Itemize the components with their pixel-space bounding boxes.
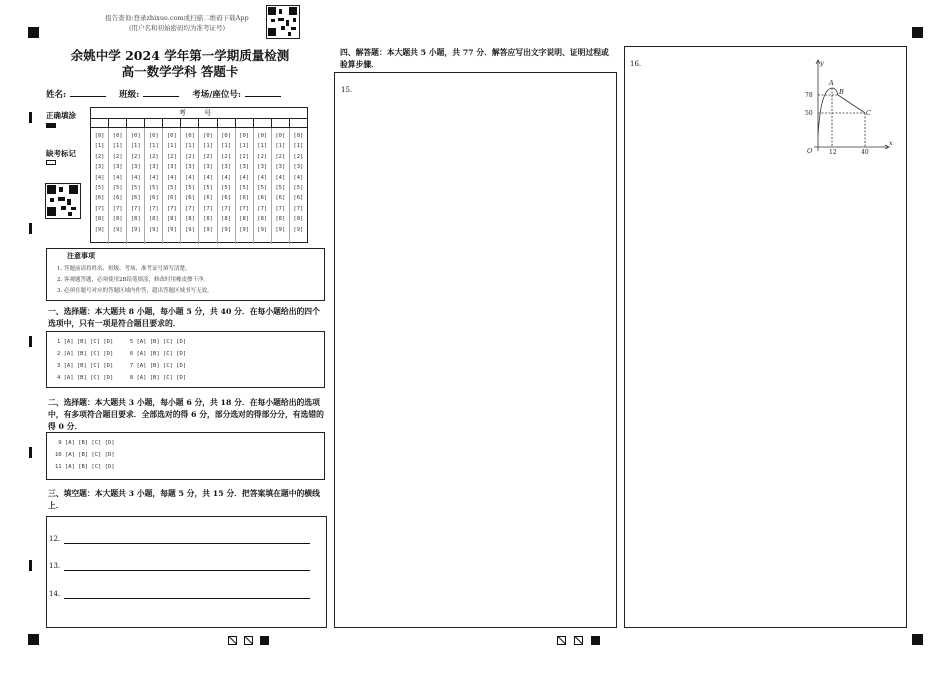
fill-blank-number: 12.	[49, 535, 61, 543]
exam-id-digit-bubble[interactable]: [2]	[184, 153, 195, 160]
exam-id-write-cell[interactable]	[181, 119, 199, 127]
exam-id-digit-bubble[interactable]: [0]	[166, 133, 177, 139]
exam-id-digit-bubble[interactable]: [5]	[203, 185, 213, 192]
multi-choice-row[interactable]: 9 [A] [B] [C] [D]	[55, 440, 115, 446]
exam-id-digit-bubble[interactable]: [8]	[275, 216, 286, 223]
exam-id-digit-bubble[interactable]: [9]	[275, 226, 286, 233]
exam-id-digit-bubble[interactable]: [0]	[184, 133, 195, 139]
exam-id-digit-bubble[interactable]: [3]	[257, 164, 268, 171]
exam-id-digit-bubble[interactable]: [4]	[203, 174, 213, 181]
exam-id-digit-bubble[interactable]: [2]	[293, 153, 304, 160]
exam-id-digit-bubble[interactable]: [4]	[221, 174, 232, 181]
exam-id-digit-bubble[interactable]: [1]	[275, 143, 286, 150]
exam-id-digit-bubble[interactable]: [2]	[203, 153, 213, 160]
exam-id-digit-bubble[interactable]: [4]	[130, 174, 141, 181]
exam-id-digit-bubble[interactable]: [8]	[184, 216, 195, 223]
exam-id-header: 考 号	[91, 108, 307, 119]
page-marker-filled	[260, 636, 269, 645]
q16-label: 16.	[630, 60, 642, 68]
exam-id-digit-bubble[interactable]: [5]	[239, 185, 250, 192]
exam-id-digit-bubble[interactable]: [1]	[184, 143, 195, 150]
exam-id-digit-bubble[interactable]: [8]	[148, 216, 159, 223]
exam-id-digit-bubble[interactable]: [9]	[293, 226, 304, 233]
exam-id-digit-bubble[interactable]: [5]	[293, 185, 304, 192]
exam-id-digit-bubble[interactable]: [2]	[166, 153, 177, 160]
report-query-line1: 报告查询:登录zhixue.com或扫描二维码下载App	[105, 14, 249, 22]
exam-id-digit-bubble[interactable]: [0]	[221, 133, 232, 139]
exam-id-write-cell[interactable]	[127, 119, 145, 127]
exam-id-digit-bubble[interactable]: [4]	[148, 174, 159, 181]
exam-id-digit-bubble[interactable]: [8]	[239, 216, 250, 223]
exam-id-digit-bubble[interactable]: [6]	[166, 195, 177, 202]
exam-id-column	[109, 128, 127, 244]
mc-row[interactable]: 2 [A] [B] [C] [D] 6 [A] [B] [C] [D]	[57, 351, 187, 357]
x-tick-12: 12	[829, 149, 837, 156]
page-marker-slash	[228, 636, 237, 645]
exam-id-grid	[90, 107, 308, 243]
exam-id-write-cell[interactable]	[218, 119, 236, 127]
timing-mark	[29, 223, 32, 234]
exam-id-column	[127, 128, 145, 244]
exam-id-digit-bubble[interactable]: [8]	[94, 216, 105, 223]
exam-id-digit-bubble[interactable]: [7]	[184, 205, 195, 212]
exam-id-digit-bubble[interactable]: [5]	[184, 185, 195, 192]
exam-id-digit-bubble[interactable]: [6]	[112, 195, 123, 202]
exam-id-digit-bubble[interactable]: [3]	[184, 164, 195, 171]
exam-id-digit-bubble[interactable]: [2]	[239, 153, 250, 160]
exam-id-digit-bubble[interactable]: [2]	[257, 153, 268, 160]
class-label: 班级:	[119, 90, 140, 100]
section1-title: 一、选择题：本大题共 8 小题，每小题 5 分，共 40 分．在每小题给出的四个选项中，只有一项是符合题目要求的．	[48, 307, 320, 328]
exam-id-digit-bubble[interactable]: [9]	[184, 226, 195, 233]
exam-id-digit-bubble[interactable]: [3]	[112, 164, 123, 171]
report-query-line2: (用户名和初始密码均为准考证号)	[128, 24, 226, 32]
corner-mark-top-left	[28, 27, 39, 38]
exam-id-digit-bubble[interactable]: [6]	[148, 195, 159, 202]
q15-label: 15.	[341, 86, 353, 94]
q16-function-graph	[800, 55, 900, 160]
exam-id-digit-bubble[interactable]: [2]	[148, 153, 159, 160]
absent-mark-box[interactable]	[46, 160, 56, 165]
exam-id-digit-bubble[interactable]: [8]	[221, 216, 232, 223]
exam-id-digit-bubble[interactable]: [0]	[130, 133, 141, 139]
exam-id-digit-bubble[interactable]: [4]	[94, 174, 105, 181]
notes-item: 3. 必须在题号对应的答题区域内作答，超出答题区域书写无效。	[57, 288, 213, 294]
exam-id-column	[254, 128, 272, 244]
mc-row[interactable]: 4 [A] [B] [C] [D] 8 [A] [B] [C] [D]	[57, 375, 187, 381]
exam-id-digit-bubble[interactable]: [0]	[94, 133, 105, 139]
exam-id-digit-bubble[interactable]: [0]	[293, 133, 304, 139]
exam-id-write-cell[interactable]	[91, 119, 109, 127]
exam-id-write-cell[interactable]	[236, 119, 254, 127]
exam-id-digit-bubble[interactable]: [7]	[130, 205, 141, 212]
exam-id-digit-bubble[interactable]: [5]	[221, 185, 232, 192]
y-tick-78: 78	[805, 92, 813, 99]
qr-code[interactable]	[266, 5, 300, 39]
y-axis-label: y	[820, 59, 824, 67]
page-marker-slash	[557, 636, 566, 645]
fill-blank-14[interactable]	[49, 590, 60, 598]
exam-id-digit-bubble[interactable]: [0]	[257, 133, 268, 139]
timing-mark	[29, 560, 32, 571]
notes-box	[46, 248, 325, 301]
origin-label: O	[807, 147, 813, 155]
section3-title: 三、填空题：本大题共 3 小题，每题 5 分，共 15 分．把答案填在题中的横线上．	[48, 489, 320, 510]
point-b-label: B	[839, 88, 844, 96]
exam-id-digit-bubble[interactable]: [6]	[275, 195, 286, 202]
exam-id-digit-bubble[interactable]: [3]	[203, 164, 213, 171]
exam-id-digit-bubble[interactable]: [3]	[275, 164, 286, 171]
section1-answer-box	[46, 331, 325, 388]
exam-id-digit-bubble[interactable]: [9]	[112, 226, 123, 233]
exam-id-digit-bubble[interactable]: [7]	[112, 205, 123, 212]
exam-title: 余姚中学 2024 学年第一学期质量检测	[70, 48, 290, 63]
exam-id-digit-bubble[interactable]: [1]	[112, 143, 123, 150]
exam-id-digit-bubble[interactable]: [7]	[239, 205, 250, 212]
exam-id-digit-bubble[interactable]: [2]	[221, 153, 232, 160]
exam-id-digit-bubble[interactable]: [3]	[94, 164, 105, 171]
exam-id-digit-bubble[interactable]: [4]	[112, 174, 123, 181]
timing-mark	[29, 112, 32, 123]
exam-id-column	[290, 128, 307, 244]
exam-id-digit-bubble[interactable]: [1]	[148, 143, 159, 150]
exam-id-digit-bubble[interactable]: [2]	[112, 153, 123, 160]
exam-id-digit-bubble[interactable]: [1]	[221, 143, 232, 150]
exam-id-digit-bubble[interactable]: [7]	[166, 205, 177, 212]
exam-id-digit-bubble[interactable]: [5]	[112, 185, 123, 192]
exam-id-digit-bubble[interactable]: [7]	[148, 205, 159, 212]
timing-mark	[29, 447, 32, 458]
exam-id-digit-bubble[interactable]: [5]	[148, 185, 159, 192]
fill-blank-number: 14.	[49, 590, 61, 598]
q15-answer-box[interactable]	[334, 72, 617, 628]
exam-id-digit-bubble[interactable]: [3]	[166, 164, 177, 171]
exam-id-digit-bubble[interactable]: [6]	[221, 195, 232, 202]
exam-id-digit-bubble[interactable]: [3]	[130, 164, 141, 171]
exam-id-digit-bubble[interactable]: [1]	[239, 143, 250, 150]
exam-id-digit-bubble[interactable]: [4]	[293, 174, 304, 181]
fill-blank-number: 13.	[49, 562, 61, 570]
exam-id-digit-bubble[interactable]: [7]	[275, 205, 286, 212]
exam-id-digit-bubble[interactable]: [6]	[184, 195, 195, 202]
exam-id-digit-bubble[interactable]: [6]	[257, 195, 268, 202]
timing-mark	[29, 336, 32, 347]
exam-id-write-cell[interactable]	[254, 119, 272, 127]
exam-id-digit-bubble[interactable]: [0]	[275, 133, 286, 139]
class-field[interactable]	[143, 96, 179, 97]
exam-id-digit-bubble[interactable]: [8]	[293, 216, 304, 223]
student-qr-code	[45, 183, 81, 219]
exam-id-digit-bubble[interactable]: [3]	[148, 164, 159, 171]
seat-field[interactable]	[245, 96, 281, 97]
exam-id-digit-bubble[interactable]: [4]	[184, 174, 195, 181]
notes-heading: 注意事项	[67, 251, 95, 260]
exam-id-digit-bubble[interactable]: [9]	[221, 226, 232, 233]
exam-id-digit-bubble[interactable]: [9]	[239, 226, 250, 233]
fill-example-label: 正确填涂	[46, 111, 76, 120]
exam-id-digit-bubble[interactable]: [9]	[166, 226, 177, 233]
curve-a-to-b	[832, 88, 838, 95]
exam-id-column	[272, 128, 290, 244]
exam-id-digit-bubble[interactable]: [0]	[203, 133, 213, 139]
exam-id-digit-bubble[interactable]: [4]	[275, 174, 286, 181]
x-tick-40: 40	[861, 149, 869, 156]
exam-id-columns	[91, 128, 307, 244]
student-info-row	[46, 88, 291, 100]
exam-id-digit-bubble[interactable]: [9]	[94, 226, 105, 233]
exam-id-column	[145, 128, 163, 244]
exam-id-column	[163, 128, 181, 244]
exam-id-write-row	[91, 119, 307, 128]
exam-id-digit-bubble[interactable]: [4]	[257, 174, 268, 181]
exam-id-digit-bubble[interactable]: [1]	[257, 143, 268, 150]
exam-id-digit-bubble[interactable]: [8]	[166, 216, 177, 223]
exam-id-digit-bubble[interactable]: [2]	[94, 153, 105, 160]
exam-id-digit-bubble[interactable]: [9]	[257, 226, 268, 233]
exam-id-digit-bubble[interactable]: [2]	[275, 153, 286, 160]
notes-item: 1. 答题前请将姓名、班级、考场、准考证号填写清楚。	[57, 266, 191, 272]
corner-mark-bottom-right	[912, 634, 923, 645]
notes-item: 2. 客观题答题，必须使用2B铅笔填涂，修改时用橡皮擦干净。	[57, 277, 210, 283]
exam-id-digit-bubble[interactable]: [6]	[203, 195, 213, 202]
page-marker-slash	[574, 636, 583, 645]
exam-id-column	[181, 128, 199, 244]
corner-mark-top-right	[912, 27, 923, 38]
exam-id-digit-bubble[interactable]: [1]	[94, 143, 105, 150]
mc-row[interactable]: 1 [A] [B] [C] [D] 5 [A] [B] [C] [D]	[57, 339, 187, 345]
fill-blank-12[interactable]	[49, 535, 60, 543]
exam-id-digit-bubble[interactable]: [1]	[203, 143, 213, 150]
exam-id-column	[91, 128, 109, 244]
exam-id-digit-bubble[interactable]: [1]	[293, 143, 304, 150]
exam-id-digit-bubble[interactable]: [9]	[130, 226, 141, 233]
exam-id-digit-bubble[interactable]: [6]	[239, 195, 250, 202]
exam-id-digit-bubble[interactable]: [5]	[130, 185, 141, 192]
exam-id-write-cell[interactable]	[272, 119, 290, 127]
exam-id-write-cell[interactable]	[145, 119, 163, 127]
name-field[interactable]	[70, 96, 106, 97]
section3-answer-box	[46, 516, 327, 628]
exam-id-digit-bubble[interactable]: [7]	[221, 205, 232, 212]
multi-choice-row[interactable]: 10 [A] [B] [C] [D]	[55, 452, 115, 458]
exam-subtitle: 高一数学学科 答题卡	[121, 64, 239, 79]
exam-id-digit-bubble[interactable]: [4]	[239, 174, 250, 181]
corner-mark-bottom-left	[28, 634, 39, 645]
exam-id-digit-bubble[interactable]: [0]	[239, 133, 250, 139]
fill-blank-13[interactable]	[49, 562, 60, 570]
seat-label: 考场/座位号:	[192, 90, 241, 100]
page-marker-slash	[244, 636, 253, 645]
fill-example-mark	[46, 123, 56, 128]
exam-id-digit-bubble[interactable]: [2]	[130, 153, 141, 160]
exam-id-column	[199, 128, 217, 244]
point-a-label: A	[829, 79, 834, 87]
y-tick-50: 50	[805, 110, 813, 117]
exam-id-digit-bubble[interactable]: [7]	[94, 205, 105, 212]
exam-id-digit-bubble[interactable]: [4]	[166, 174, 177, 181]
exam-id-digit-bubble[interactable]: [5]	[94, 185, 105, 192]
exam-id-digit-bubble[interactable]: [5]	[257, 185, 268, 192]
exam-id-write-cell[interactable]	[199, 119, 217, 127]
exam-id-digit-bubble[interactable]: [1]	[166, 143, 177, 150]
exam-id-digit-bubble[interactable]: [6]	[293, 195, 304, 202]
exam-id-digit-bubble[interactable]: [8]	[257, 216, 268, 223]
exam-id-digit-bubble[interactable]: [7]	[257, 205, 268, 212]
segment-b-to-c	[838, 95, 865, 113]
exam-id-digit-bubble[interactable]: [6]	[94, 195, 105, 202]
report-query-note	[92, 13, 262, 33]
exam-id-digit-bubble[interactable]: [7]	[293, 205, 304, 212]
exam-id-digit-bubble[interactable]: [3]	[293, 164, 304, 171]
section4-title: 四、解答题：本大题共 5 小题，共 77 分．解答应写出文字说明、证明过程或验算步骤．	[340, 48, 609, 69]
absent-mark-label: 缺考标记	[46, 149, 76, 158]
exam-id-digit-bubble[interactable]: [8]	[203, 216, 213, 223]
exam-id-column	[236, 128, 254, 244]
exam-id-digit-bubble[interactable]: [3]	[239, 164, 250, 171]
exam-id-digit-bubble[interactable]: [7]	[203, 205, 213, 212]
exam-id-write-cell[interactable]	[109, 119, 127, 127]
exam-id-digit-bubble[interactable]: [8]	[130, 216, 141, 223]
exam-id-write-cell[interactable]	[163, 119, 181, 127]
x-axis-label: x	[889, 139, 893, 147]
exam-id-digit-bubble[interactable]: [6]	[130, 195, 141, 202]
exam-id-digit-bubble[interactable]: [9]	[148, 226, 159, 233]
exam-id-digit-bubble[interactable]: [0]	[148, 133, 159, 139]
exam-id-digit-bubble[interactable]: [8]	[112, 216, 123, 223]
page-marker-filled	[591, 636, 600, 645]
section2-answer-box	[46, 432, 325, 480]
exam-id-column	[218, 128, 236, 244]
exam-id-digit-bubble[interactable]: [3]	[221, 164, 232, 171]
exam-id-digit-bubble[interactable]: [0]	[112, 133, 123, 139]
exam-id-write-cell[interactable]	[290, 119, 307, 127]
exam-id-digit-bubble[interactable]: [9]	[203, 226, 213, 233]
point-c-label: C	[866, 109, 871, 117]
exam-id-digit-bubble[interactable]: [5]	[275, 185, 286, 192]
section2-title: 二、选择题：本大题共 3 小题，每小题 6 分，共 18 分．在每小题给出的选项中，有多项符合题目要求．全部选对的得 6 分，部分选对的得部分分，有选错的得 0 分．	[48, 398, 324, 431]
exam-id-digit-bubble[interactable]: [5]	[166, 185, 177, 192]
mc-row[interactable]: 3 [A] [B] [C] [D] 7 [A] [B] [C] [D]	[57, 363, 187, 369]
exam-id-digit-bubble[interactable]: [1]	[130, 143, 141, 150]
multi-choice-row[interactable]: 11 [A] [B] [C] [D]	[55, 464, 115, 470]
name-label: 姓名:	[46, 90, 67, 100]
